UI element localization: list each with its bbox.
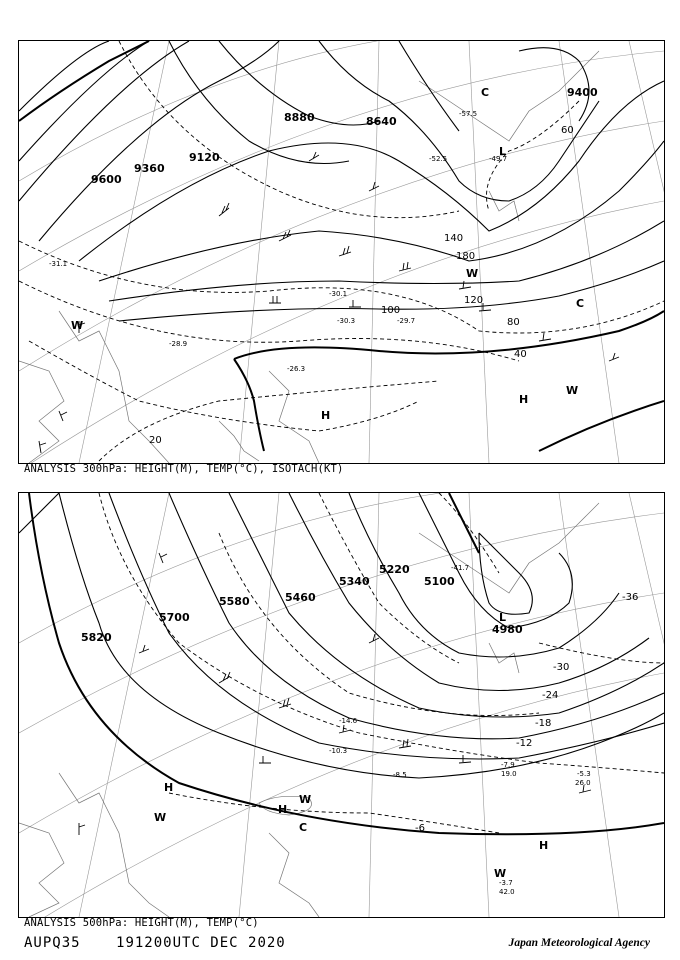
isotach-labels-300 <box>149 125 574 446</box>
low-center: L <box>499 611 507 624</box>
chart-code: AUPQ35 <box>24 935 81 951</box>
valid-time: 191200UTC DEC 2020 <box>116 935 286 951</box>
height-label: 8640 <box>366 115 397 128</box>
isotherm-label: -6 <box>415 823 425 834</box>
height-label: 5100 <box>424 575 455 588</box>
station-label: -5.3 <box>577 770 591 778</box>
low-center: L <box>499 145 507 158</box>
high-center: H <box>539 839 549 852</box>
coastline-500 <box>19 503 599 917</box>
isotach-label: 100 <box>381 305 401 316</box>
isotach-label: 60 <box>561 125 574 136</box>
pressure-centers-500 <box>154 611 548 880</box>
map-500hpa-canvas <box>19 493 664 917</box>
height-label: 9120 <box>189 151 220 164</box>
height-labels-300 <box>91 86 598 186</box>
isotherm-label: -24 <box>542 690 559 701</box>
isotach-label: 120 <box>464 295 484 306</box>
warm-center: W <box>299 793 312 806</box>
height-label: 5580 <box>219 595 250 608</box>
height-label: 9360 <box>134 162 165 175</box>
isotherm-label: -18 <box>535 718 552 729</box>
station-label: -14.6 <box>339 717 358 725</box>
chart-footer <box>24 935 312 951</box>
height-label: 5820 <box>81 631 112 644</box>
pressure-centers-300 <box>71 86 584 422</box>
temp-label: -52.5 <box>429 155 448 163</box>
temp-label: -57.5 <box>459 110 478 118</box>
cold-center: C <box>299 821 308 834</box>
height-label: 9400 <box>567 86 598 99</box>
isotach-label: 140 <box>444 233 464 244</box>
station-label: -8.5 <box>393 771 407 779</box>
temp-label: -26.3 <box>287 365 306 373</box>
graticule-500 <box>19 493 664 917</box>
temp-label: -49.7 <box>489 155 508 163</box>
isotach-label: 180 <box>456 251 476 262</box>
station-label: -3.7 <box>499 879 513 887</box>
warm-center: W <box>466 267 479 280</box>
temp-label: -30.1 <box>329 290 348 298</box>
station-label: -7.9 <box>501 761 515 769</box>
station-label: 19.0 <box>501 770 517 778</box>
isotach-300 <box>19 41 664 461</box>
station-label: 42.0 <box>499 888 515 896</box>
wind-barbs-500 <box>79 553 591 835</box>
isotherm-label: -36 <box>622 592 639 603</box>
graticule-300 <box>19 41 664 463</box>
temp-labels-300 <box>49 110 507 373</box>
warm-center: W <box>566 384 579 397</box>
height-label: 5340 <box>339 575 370 588</box>
map-300hpa <box>18 40 665 464</box>
caption-500hpa: ANALYSIS 500hPa: HEIGHT(M), TEMP(°C) <box>24 917 259 929</box>
isotach-label: 20 <box>149 435 162 446</box>
map-300hpa-canvas <box>19 41 664 463</box>
station-label: -10.3 <box>329 747 348 755</box>
height-label: 5460 <box>285 591 316 604</box>
isotach-label: 80 <box>507 317 520 328</box>
warm-center: W <box>154 811 167 824</box>
map-500hpa <box>18 492 665 918</box>
isotherm-label: -12 <box>516 738 533 749</box>
height-label: 9600 <box>91 173 122 186</box>
agency-name: Japan Meteorological Agency <box>508 937 650 949</box>
height-label: 4980 <box>492 623 523 636</box>
high-center: H <box>519 393 529 406</box>
height-label: 8880 <box>284 111 315 124</box>
high-center: H <box>321 409 331 422</box>
cold-center: C <box>481 86 490 99</box>
warm-center: W <box>494 867 507 880</box>
high-center: H <box>164 781 174 794</box>
station-label: -41.7 <box>451 564 470 572</box>
temp-label: -30.3 <box>337 317 356 325</box>
temp-label: -28.9 <box>169 340 188 348</box>
cold-center: C <box>576 297 585 310</box>
temp-label: -31.1 <box>49 260 68 268</box>
isotach-label: 40 <box>514 349 527 360</box>
caption-300hpa: ANALYSIS 300hPa: HEIGHT(M), TEMP(°C), ISOTACH(KT) <box>24 463 344 475</box>
high-center: H <box>278 803 288 816</box>
wind-barbs-300 <box>39 152 619 453</box>
height-labels-500 <box>81 563 523 644</box>
temp-label: -29.7 <box>397 317 416 325</box>
warm-center: W <box>71 319 84 332</box>
station-label: 26.0 <box>575 779 591 787</box>
isotherm-label: -30 <box>553 662 570 673</box>
station-labels-500 <box>329 564 591 896</box>
height-label: 5700 <box>159 611 190 624</box>
height-label: 5220 <box>379 563 410 576</box>
